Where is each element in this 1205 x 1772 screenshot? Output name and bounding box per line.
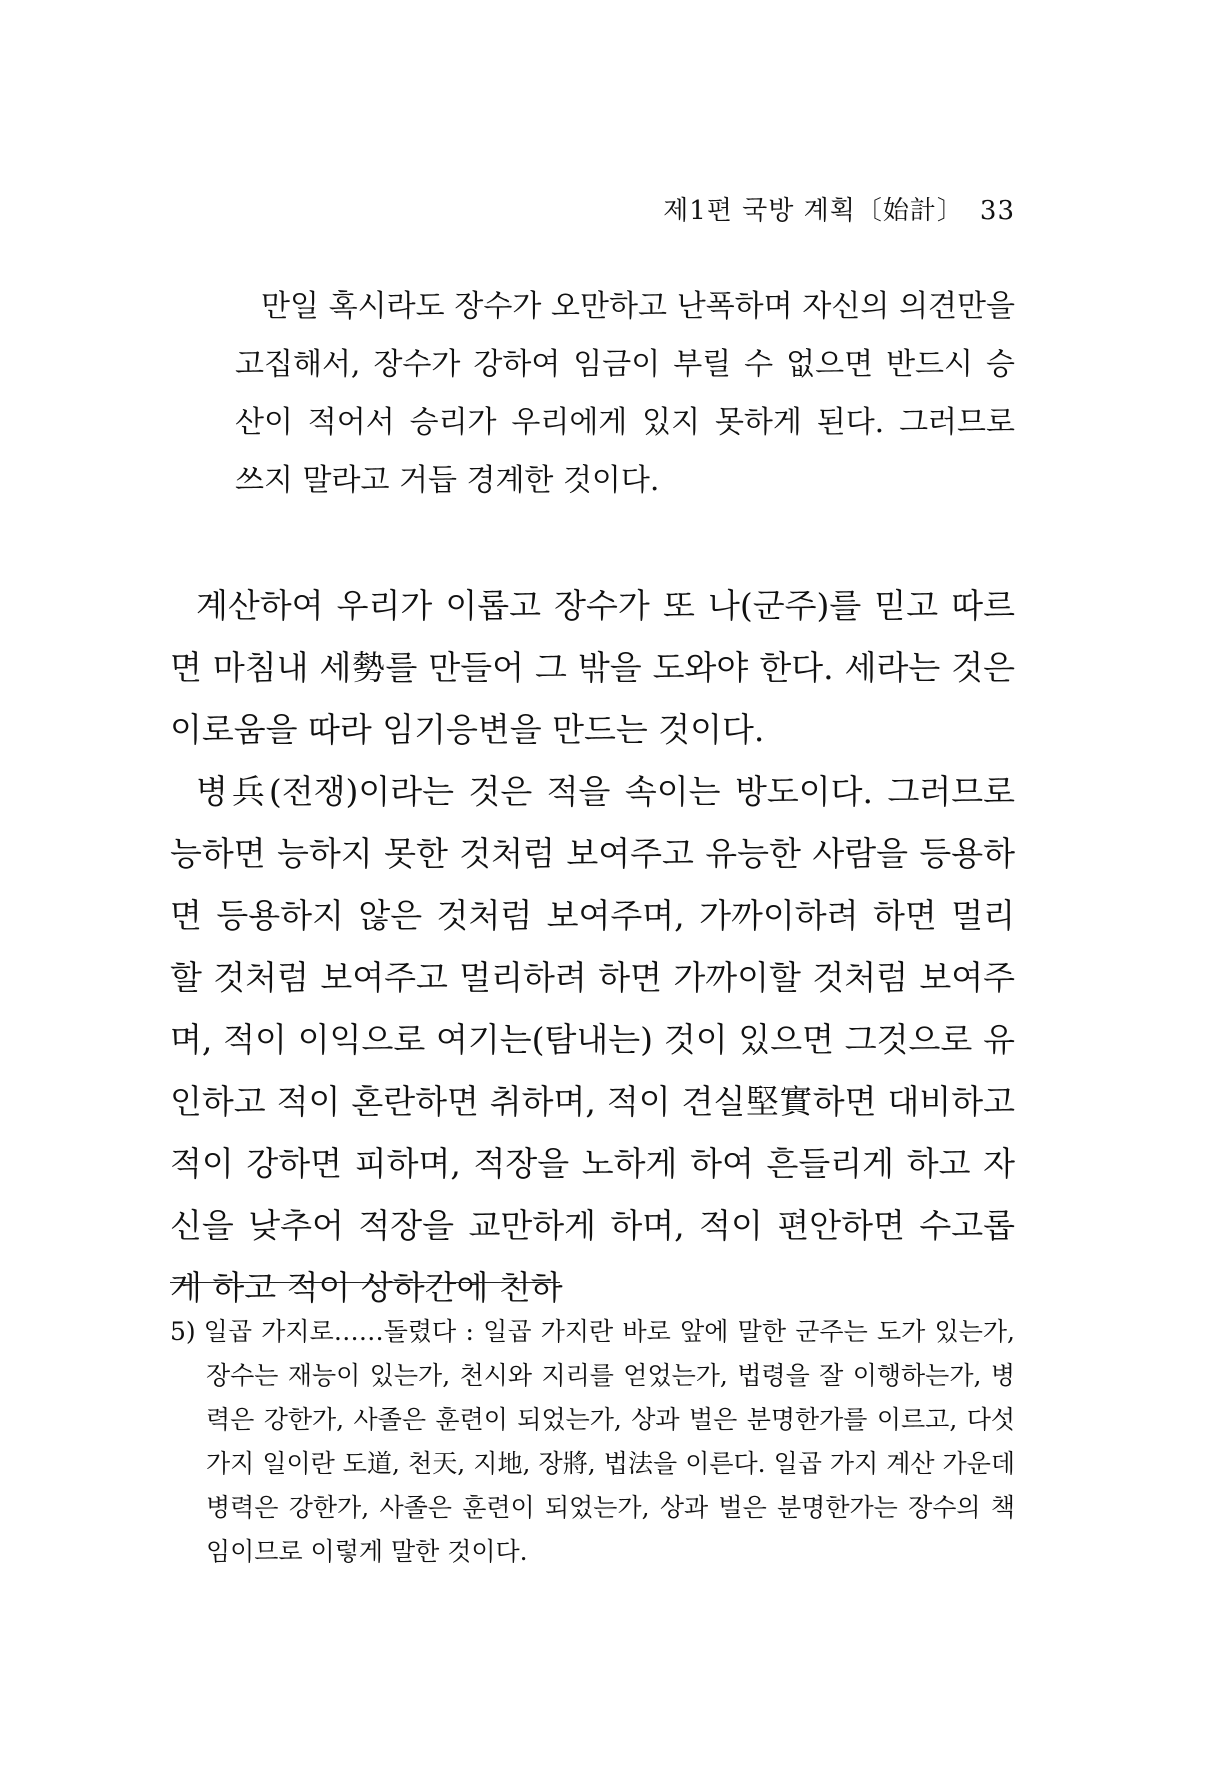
footnote-marker: 5) xyxy=(170,1317,196,1346)
commentary-paragraph: 만일 혹시라도 장수가 오만하고 난폭하며 자신의 의견만을 고집해서, 장수가 강하여 임금이 부릴 수 없으면 반드시 승산이 적어서 승리가 우리에게 있지 못하게 된다. 그러므로 쓰지 말라고 거듭 경계한 것이다. xyxy=(235,289,1015,498)
footnote-text: 일곱 가지로……돌렸다 : 일곱 가지란 바로 앞에 말한 군주는 도가 있는가, 장수는 재능이 있는가, 천시와 지리를 얻었는가, 법령을 잘 이행하는가, 병력은 강한가, 사졸은 훈련이 되었는가, 상과 벌은 분명한가를 이르고, 다섯 가지 일이란 도道, 천天, 지地, 장將, 법法을 이른다. 일곱 가지 계산 가운데 병력은 강한가, 사졸은 훈련이 되었는가, 상과 벌은 분명한가는 장수의 책임이므로 이렇게 말한 것이다. xyxy=(203,1317,1015,1566)
body-paragraph-1: 계산하여 우리가 이롭고 장수가 또 나(군주)를 믿고 따르면 마침내 세勢를 만들어 그 밖을 도와야 한다. 세라는 것은 이로움을 따라 임기응변을 만드는 것이다. xyxy=(170,586,1015,749)
main-body xyxy=(170,575,1015,1319)
running-header xyxy=(663,190,1015,227)
chapter-title: 제1편 국방 계획〔始計〕 xyxy=(663,196,964,226)
body-paragraph-2: 병兵(전쟁)이라는 것은 적을 속이는 방도이다. 그러므로 능하면 능하지 못한 것처럼 보여주고 유능한 사람을 등용하면 등용하지 않은 것처럼 보여주며, 가까이하려 하면 멀리할 것처럼 보여주고 멀리하려 하면 가까이할 것처럼 보여주며, 적이 이익으로 여기는(탐내는) 것이 있으면 그것으로 유인하고 적이 혼란하면 취하며, 적이 견실堅實하면 대비하고 적이 강하면 피하며, 적장을 노하게 하여 흔들리게 하고 자신을 낮추어 적장을 교만하게 하며, 적이 편안하면 수고롭게 하고 적이 상하간에 친하 xyxy=(170,772,1016,1307)
footnote xyxy=(170,1310,1015,1574)
indented-commentary xyxy=(235,278,1015,510)
footnote-divider xyxy=(170,1282,560,1283)
page-number: 33 xyxy=(979,196,1015,226)
